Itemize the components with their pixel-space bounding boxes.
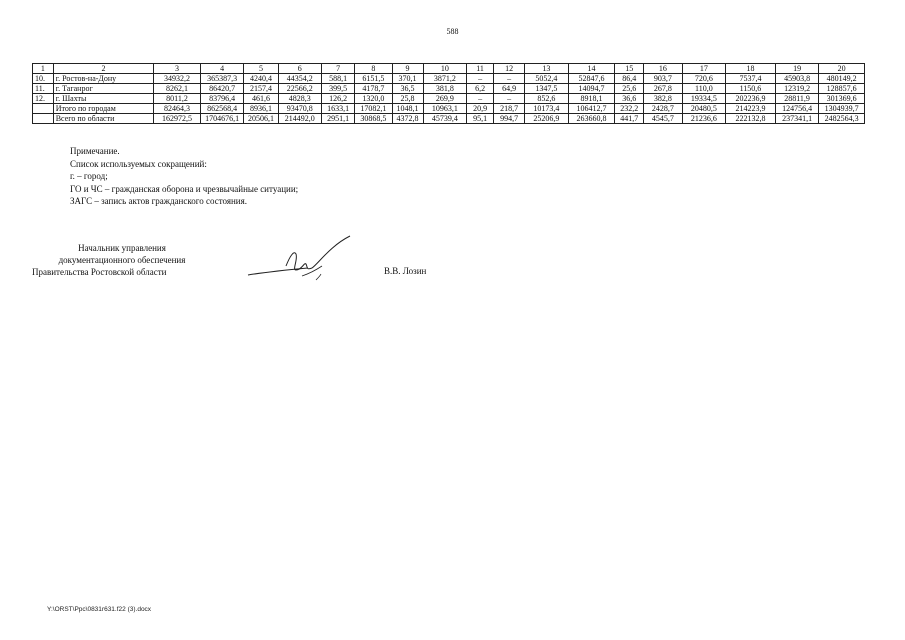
table-cell: 903,7: [644, 74, 682, 84]
table-cell: 7537,4: [726, 74, 776, 84]
table-cell: 45739,4: [423, 114, 467, 124]
table-cell: 93470,8: [278, 104, 322, 114]
column-header: 17: [682, 64, 726, 74]
table-cell: 4372,8: [392, 114, 423, 124]
column-header: 7: [322, 64, 355, 74]
table-cell: 263660,8: [568, 114, 615, 124]
table-cell: 21236,6: [682, 114, 726, 124]
data-table: [32, 63, 865, 124]
table-cell: 8011,2: [154, 94, 201, 104]
table-cell: 45903,8: [775, 74, 819, 84]
table-cell: 124756,4: [775, 104, 819, 114]
table-cell: 110,0: [682, 84, 726, 94]
table-cell: 1320,0: [355, 94, 392, 104]
table-cell: 1633,1: [322, 104, 355, 114]
column-header: 8: [355, 64, 392, 74]
table-cell: 22566,2: [278, 84, 322, 94]
column-header: 14: [568, 64, 615, 74]
table-row: [33, 114, 865, 124]
table-cell: 218,7: [494, 104, 525, 114]
column-header: 3: [154, 64, 201, 74]
table-cell: 8262,1: [154, 84, 201, 94]
table-cell: –: [467, 94, 494, 104]
handwritten-signature: [246, 232, 356, 284]
table-cell: 128857,6: [819, 84, 865, 94]
column-header: 18: [726, 64, 776, 74]
table-cell: –: [467, 74, 494, 84]
row-name: г. Шахты: [53, 94, 154, 104]
table-cell: 2482564,3: [819, 114, 865, 124]
column-header: 2: [53, 64, 154, 74]
column-header: 15: [615, 64, 644, 74]
table-row: [33, 74, 865, 84]
table-cell: 588,1: [322, 74, 355, 84]
table-cell: 44354,2: [278, 74, 322, 84]
table-cell: 370,1: [392, 74, 423, 84]
row-index: 12.: [33, 94, 54, 104]
signer-position-line1: Начальник управления: [78, 243, 166, 253]
row-index: 10.: [33, 74, 54, 84]
table-cell: 20506,1: [244, 114, 278, 124]
table-cell: 214492,0: [278, 114, 322, 124]
table-cell: 52847,6: [568, 74, 615, 84]
table-row: [33, 94, 865, 104]
table-cell: 399,5: [322, 84, 355, 94]
row-name: г. Таганрог: [53, 84, 154, 94]
table-cell: 720,6: [682, 74, 726, 84]
table-cell: 267,8: [644, 84, 682, 94]
table-cell: 126,2: [322, 94, 355, 104]
table-cell: 4240,4: [244, 74, 278, 84]
table-cell: 36,6: [615, 94, 644, 104]
table-cell: 214223,9: [726, 104, 776, 114]
table-cell: 301369,6: [819, 94, 865, 104]
signer-name: В.В. Лозин: [384, 266, 427, 276]
column-header: 5: [244, 64, 278, 74]
file-path-footer: Y:\ORST\Ppc\0831r631.f22 (3).docx: [47, 606, 152, 613]
table-cell: 20480,5: [682, 104, 726, 114]
notes-line: ГО и ЧС – гражданская оборона и чрезвычайные ситуации;: [70, 183, 299, 194]
table-cell: 8918,1: [568, 94, 615, 104]
table-cell: 852,6: [525, 94, 569, 104]
table-cell: 365387,3: [200, 74, 244, 84]
column-header: 16: [644, 64, 682, 74]
notes-line: ЗАГС – запись актов гражданского состояния.: [70, 196, 248, 206]
row-index: 11.: [33, 84, 54, 94]
table-cell: 382,8: [644, 94, 682, 104]
table-cell: 3871,2: [423, 74, 467, 84]
notes-line: г. – город;: [70, 171, 108, 181]
table-cell: 381,8: [423, 84, 467, 94]
notes-line: Список используемых сокращений:: [70, 158, 207, 169]
table-row: [33, 104, 865, 114]
table-cell: 441,7: [615, 114, 644, 124]
table-cell: 25,8: [392, 94, 423, 104]
table-cell: 10173,4: [525, 104, 569, 114]
column-header: 10: [423, 64, 467, 74]
table-cell: 162972,5: [154, 114, 201, 124]
row-index: [33, 104, 54, 114]
table-cell: 237341,1: [775, 114, 819, 124]
table-header-row: [33, 64, 865, 74]
table-cell: 10963,1: [423, 104, 467, 114]
table-cell: 1150,6: [726, 84, 776, 94]
table-cell: 6,2: [467, 84, 494, 94]
column-header: 13: [525, 64, 569, 74]
table-cell: 1704676,1: [200, 114, 244, 124]
table-cell: 1048,1: [392, 104, 423, 114]
table-cell: 14094,7: [568, 84, 615, 94]
table-cell: 106412,7: [568, 104, 615, 114]
table-cell: 12319,2: [775, 84, 819, 94]
table-cell: 64,9: [494, 84, 525, 94]
table-cell: 994,7: [494, 114, 525, 124]
table-cell: 86420,7: [200, 84, 244, 94]
column-header: 4: [200, 64, 244, 74]
table-cell: 232,2: [615, 104, 644, 114]
column-header: 9: [392, 64, 423, 74]
table-cell: 95,1: [467, 114, 494, 124]
table-cell: 30868,5: [355, 114, 392, 124]
page-number: 588: [446, 27, 459, 36]
row-index: [33, 114, 54, 124]
signer-position-line3: Правительства Ростовской области: [32, 267, 167, 277]
table-cell: 1347,5: [525, 84, 569, 94]
table-cell: 2428,7: [644, 104, 682, 114]
notes-section: [70, 145, 298, 208]
row-name: Всего по области: [53, 114, 154, 124]
table-cell: 82464,3: [154, 104, 201, 114]
column-header: 6: [278, 64, 322, 74]
table-cell: 6151,5: [355, 74, 392, 84]
row-name: г. Ростов-на-Дону: [53, 74, 154, 84]
table-cell: 4178,7: [355, 84, 392, 94]
table-cell: 5052,4: [525, 74, 569, 84]
table-cell: –: [494, 94, 525, 104]
table-cell: 202236,9: [726, 94, 776, 104]
column-header: 1: [33, 64, 54, 74]
table-cell: 4828,3: [278, 94, 322, 104]
table-cell: 25,6: [615, 84, 644, 94]
table-cell: –: [494, 74, 525, 84]
table-cell: 20,9: [467, 104, 494, 114]
table-cell: 83796,4: [200, 94, 244, 104]
table-cell: 1304939,7: [819, 104, 865, 114]
column-header: 20: [819, 64, 865, 74]
table-cell: 34932,2: [154, 74, 201, 84]
table-cell: 8936,1: [244, 104, 278, 114]
table-cell: 86,4: [615, 74, 644, 84]
signature-title-block: [32, 242, 212, 278]
column-header: 11: [467, 64, 494, 74]
signer-position-line2: документационного обеспечения: [58, 255, 186, 265]
table-cell: 2157,4: [244, 84, 278, 94]
table-cell: 480149,2: [819, 74, 865, 84]
table-cell: 36,5: [392, 84, 423, 94]
table-cell: 19334,5: [682, 94, 726, 104]
table-cell: 28811,9: [775, 94, 819, 104]
table-cell: 2951,1: [322, 114, 355, 124]
row-name: Итого по городам: [53, 104, 154, 114]
table-cell: 17082,1: [355, 104, 392, 114]
table-cell: 4545,7: [644, 114, 682, 124]
notes-title: Примечание.: [70, 146, 120, 156]
column-header: 12: [494, 64, 525, 74]
table-cell: 222132,8: [726, 114, 776, 124]
table-row: [33, 84, 865, 94]
column-header: 19: [775, 64, 819, 74]
table-cell: 25206,9: [525, 114, 569, 124]
table-cell: 862568,4: [200, 104, 244, 114]
table-cell: 269,9: [423, 94, 467, 104]
table-cell: 461,6: [244, 94, 278, 104]
